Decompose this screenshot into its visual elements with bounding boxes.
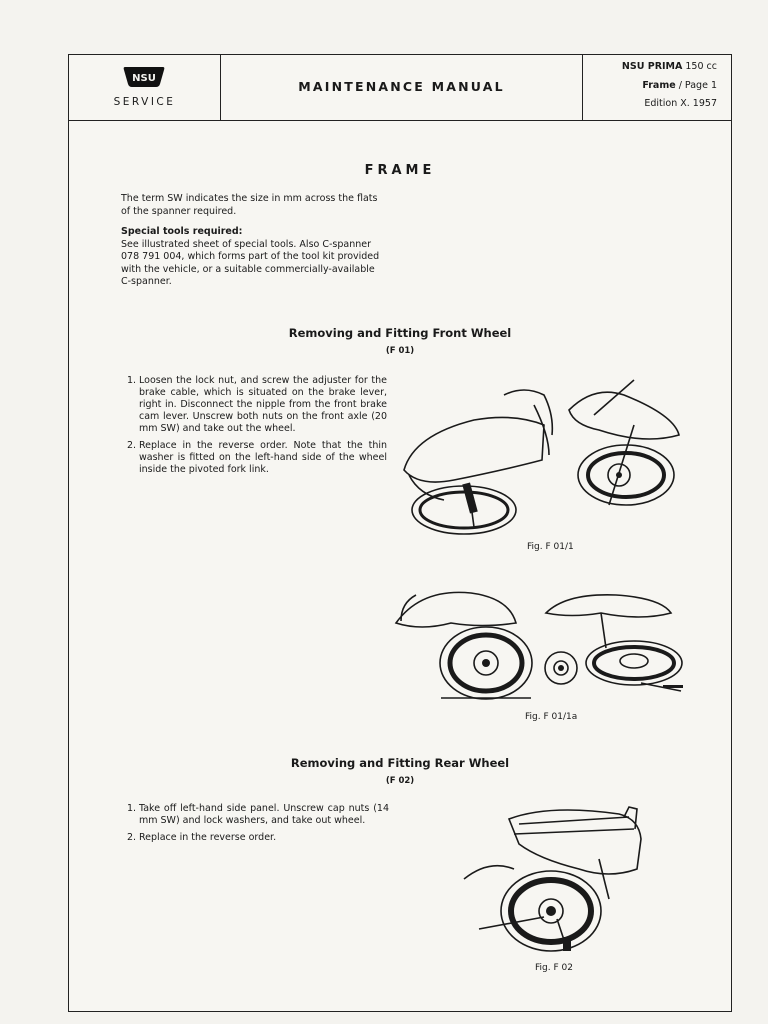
rear-wheel-code: (F 02) [385, 776, 415, 786]
special-tools-label: Special tools required: [121, 226, 243, 237]
rear-step-2 [127, 832, 389, 844]
service-label: SERVICE [113, 96, 176, 108]
rear-wheel-removal-figure [459, 799, 649, 955]
section-title: FRAME [364, 163, 436, 178]
rear-wheel-steps [127, 803, 389, 849]
step-number: 2. [127, 440, 137, 451]
logo-cell [69, 55, 221, 120]
front-step-2 [127, 440, 387, 476]
manual-title: MAINTENANCE MANUAL [298, 79, 505, 94]
special-tools-paragraph [121, 226, 386, 289]
intro-paragraph: The term SW indicates the size in mm across the flats of the spanner required. [121, 193, 378, 217]
step-number: 1. [127, 375, 137, 386]
front-wheel-parts-figure [391, 583, 691, 713]
page-header [69, 55, 731, 121]
page-line [642, 80, 717, 91]
step-number: 1. [127, 803, 137, 814]
front-wheel-removal-figure [394, 375, 689, 545]
title-cell [221, 55, 583, 120]
fig-f02-caption: Fig. F 02 [535, 963, 573, 973]
special-tools-text: See illustrated sheet of special tools. Also C-spanner 078 791 004, which forms part of the tool kit provided with the vehicle, or a suitable commercially-available C-spanner. [121, 238, 380, 287]
model-name: NSU PRIMA [621, 61, 683, 72]
front-wheel-steps [127, 375, 387, 481]
info-cell [583, 55, 731, 120]
rear-step-1 [127, 803, 389, 827]
step-text: Loosen the lock nut, and screw the adjuster for the brake cable, which is situated on the brake lever, right in. Disconnect the nipple from the front brake cam lever. Unscrew both nuts on the front axle (20 mm SW) and take out the wheel. [139, 375, 387, 434]
page-number: / Page 1 [678, 80, 717, 91]
edition-line: Edition X. 1957 [644, 98, 717, 109]
page-frame [68, 54, 732, 1012]
rear-wheel-heading: Removing and Fitting Rear Wheel [290, 756, 510, 770]
step-text: Replace in the reverse order. [139, 832, 277, 843]
svg-text:NSU: NSU [132, 73, 156, 84]
front-wheel-heading: Removing and Fitting Front Wheel [288, 326, 512, 340]
front-wheel-code: (F 01) [385, 346, 415, 356]
front-step-1 [127, 375, 387, 435]
step-text: Take off left-hand side panel. Unscrew cap nuts (14 mm SW) and lock washers, and take out wheel. [139, 803, 389, 826]
nsu-logo-icon [121, 64, 167, 90]
fig-f01-1a-caption: Fig. F 01/1a [525, 712, 578, 722]
fig-f01-1-caption: Fig. F 01/1 [527, 542, 574, 552]
model-cc: 150 cc [685, 61, 717, 72]
model-line [622, 61, 717, 72]
section-name: Frame [642, 80, 676, 91]
step-number: 2. [127, 832, 137, 843]
step-text: Replace in the reverse order. Note that the thin washer is fitted on the left-hand side of the wheel inside the pivoted fork link. [139, 440, 387, 475]
